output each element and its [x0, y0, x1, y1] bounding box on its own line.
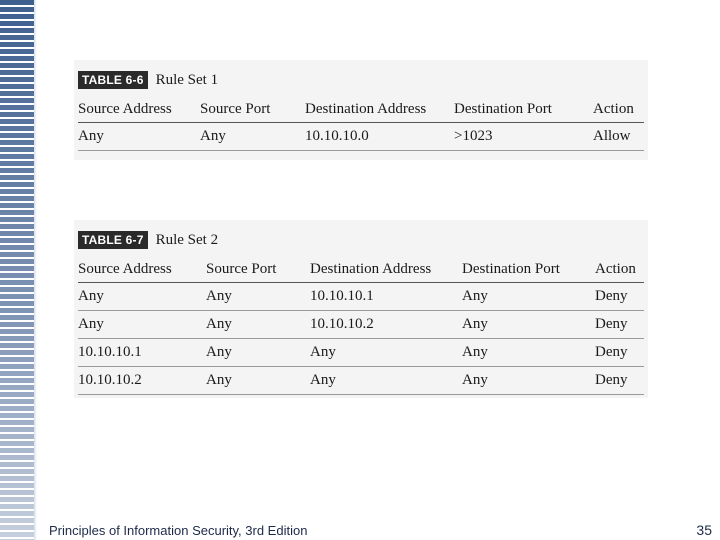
table-title: Rule Set 1: [155, 71, 219, 88]
column-header: Action: [595, 256, 644, 283]
table-cell: Allow: [593, 123, 644, 151]
sidebar-edge: [34, 0, 37, 540]
table-6-6-panel: [74, 60, 648, 160]
column-header: Destination Port: [454, 96, 593, 123]
table-cell: Any: [206, 311, 310, 339]
table-cell: Any: [462, 311, 595, 339]
column-header: Destination Address: [310, 256, 462, 283]
table-cell: Any: [310, 367, 462, 395]
table-row: [78, 339, 644, 367]
table-cell: Any: [310, 339, 462, 367]
table-caption: [78, 70, 218, 90]
table-6-7-panel: [74, 220, 648, 398]
table-cell: Deny: [595, 339, 644, 367]
table-cell: 10.10.10.2: [78, 367, 206, 395]
table-title: Rule Set 2: [155, 231, 219, 248]
table-cell: Any: [206, 367, 310, 395]
table-cell: >1023: [454, 123, 593, 151]
sidebar-fade: [0, 0, 34, 540]
table-number-tag: TABLE 6-7: [78, 231, 148, 249]
column-header: Source Address: [78, 96, 200, 123]
header-row: [78, 256, 644, 283]
column-header: Action: [593, 96, 644, 123]
table-cell: Any: [78, 311, 206, 339]
table-cell: Any: [78, 283, 206, 311]
table-cell: Any: [206, 283, 310, 311]
column-header: Destination Address: [305, 96, 454, 123]
rule-set-1-table: [78, 96, 644, 151]
column-header: Source Address: [78, 256, 206, 283]
table-cell: Deny: [595, 311, 644, 339]
rule-set-2-table: [78, 256, 644, 395]
table-row: [78, 123, 644, 151]
table-cell: Any: [206, 339, 310, 367]
table-cell: Any: [462, 339, 595, 367]
table-number-tag: TABLE 6-6: [78, 71, 148, 89]
table-cell: Any: [200, 123, 305, 151]
table-cell: Any: [462, 367, 595, 395]
column-header: Destination Port: [462, 256, 595, 283]
table-cell: Any: [462, 283, 595, 311]
page-number: 35: [696, 522, 712, 538]
table-cell: 10.10.10.1: [310, 283, 462, 311]
table-cell: Deny: [595, 283, 644, 311]
table-row: [78, 283, 644, 311]
column-header: Source Port: [206, 256, 310, 283]
table-cell: 10.10.10.2: [310, 311, 462, 339]
column-header: Source Port: [200, 96, 305, 123]
table-cell: 10.10.10.1: [78, 339, 206, 367]
table-caption: [78, 230, 218, 250]
table-cell: 10.10.10.0: [305, 123, 454, 151]
table-cell: Any: [78, 123, 200, 151]
header-row: [78, 96, 644, 123]
table-row: [78, 311, 644, 339]
table-row: [78, 367, 644, 395]
table-cell: Deny: [595, 367, 644, 395]
footer-title: Principles of Information Security, 3rd Edition: [49, 523, 308, 538]
